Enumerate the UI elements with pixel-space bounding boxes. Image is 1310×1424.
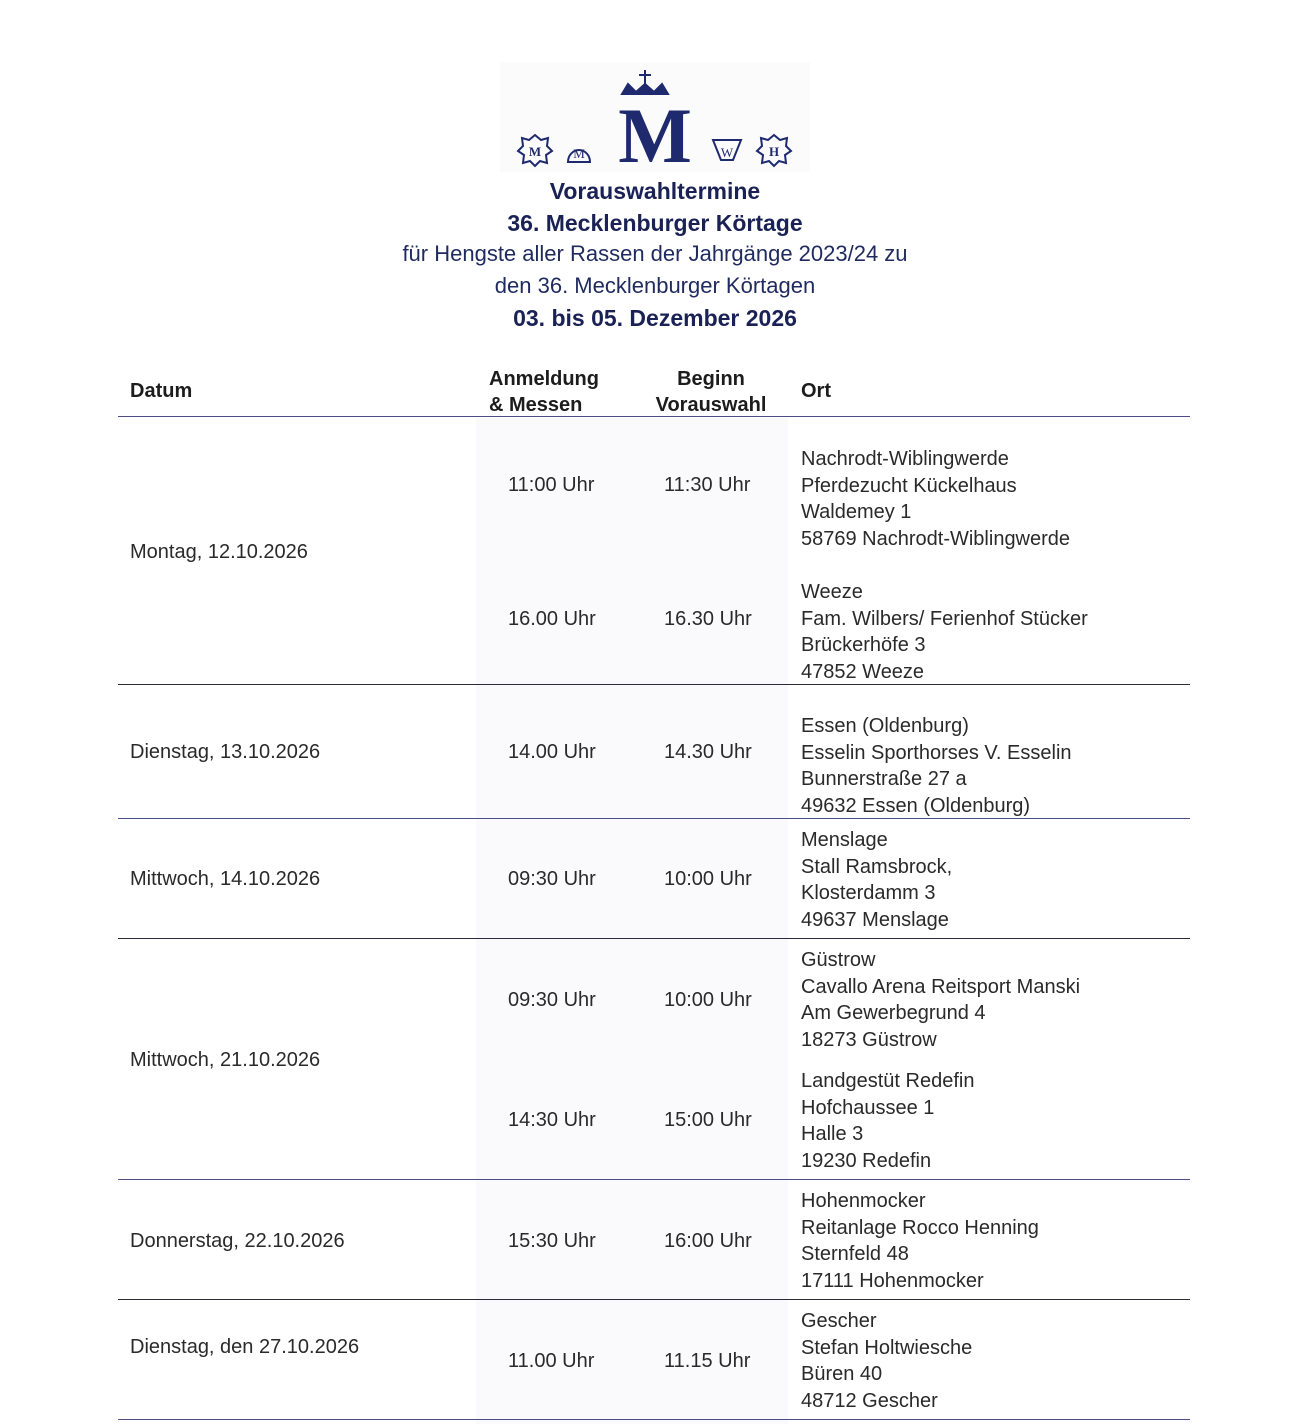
logo <box>500 62 810 172</box>
anmeldung-time: 14.00 Uhr <box>508 741 596 763</box>
venue-line: Brückerhöfe 3 <box>801 634 926 656</box>
venue-name: Nachrodt-Wiblingwerde <box>801 448 1009 470</box>
venue-line: Bunnerstraße 27 a <box>801 768 967 790</box>
row-divider <box>118 938 1190 939</box>
anmeldung-time: 14:30 Uhr <box>508 1109 596 1131</box>
column-header-beginn-line2: Vorauswahl <box>655 394 767 416</box>
header-divider <box>118 416 1190 417</box>
venue-block <box>801 579 1088 685</box>
row-date: Montag, 12.10.2026 <box>130 541 308 563</box>
venue-line: Waldemey 1 <box>801 501 912 523</box>
event-dates: 03. bis 05. Dezember 2026 <box>513 305 797 331</box>
venue-name: Gescher <box>801 1310 877 1332</box>
venue-block <box>801 713 1072 819</box>
title-koertage: 36. Mecklenburger Körtage <box>507 210 803 236</box>
venue-name: Landgestüt Redefin <box>801 1070 975 1092</box>
anmeldung-time: 11.00 Uhr <box>508 1350 595 1372</box>
venue-line: 19230 Redefin <box>801 1149 932 1172</box>
venue-block <box>801 446 1070 552</box>
venue-line: 49637 Menslage <box>801 908 949 931</box>
venue-name: Güstrow <box>801 949 876 971</box>
column-header-ort: Ort <box>801 380 831 402</box>
row-divider <box>118 684 1190 685</box>
column-header-datum: Datum <box>130 380 193 402</box>
beginn-time: 14.30 Uhr <box>664 741 752 763</box>
row-date: Mittwoch, 21.10.2026 <box>130 1049 321 1071</box>
venue-block <box>801 827 952 933</box>
beginn-time: 16.30 Uhr <box>664 608 752 630</box>
svg-text:W: W <box>720 145 734 160</box>
venue-block <box>801 1188 1039 1294</box>
row-divider <box>118 1179 1190 1180</box>
beginn-time: 11:30 Uhr <box>664 474 751 496</box>
venue-line: Halle 3 <box>801 1123 864 1145</box>
venue-line: 17111 Hohenmocker <box>801 1269 984 1292</box>
column-header-anmeldung <box>489 366 599 418</box>
subtitle-line2: den 36. Mecklenburger Körtagen <box>494 273 816 298</box>
venue-line: 48712 Gescher <box>801 1389 938 1412</box>
venue-name: Essen (Oldenburg) <box>801 715 969 737</box>
row-date: Mittwoch, 14.10.2026 <box>130 868 321 890</box>
venue-block <box>801 1308 972 1414</box>
venue-block <box>801 1068 974 1174</box>
venue-name: Hohenmocker <box>801 1190 926 1212</box>
venue-line: Reitanlage Rocco Henning <box>801 1216 1039 1239</box>
svg-text:M: M <box>573 146 585 161</box>
svg-text:H: H <box>768 144 780 159</box>
column-shade-beginn <box>636 418 788 1424</box>
venue-line: Esselin Sporthorses V. Esselin <box>801 741 1072 764</box>
mecklenburg-logo-icon <box>500 62 810 172</box>
venue-line: Fam. Wilbers/ Ferienhof Stücker <box>801 607 1088 630</box>
svg-text:M: M <box>528 144 542 159</box>
column-header-anmeldung-line1: Anmeldung <box>489 368 599 390</box>
beginn-time: 16:00 Uhr <box>664 1230 752 1252</box>
column-shade-anmeldung <box>476 418 636 1424</box>
venue-name: Menslage <box>801 829 888 851</box>
anmeldung-time: 11:00 Uhr <box>508 474 595 496</box>
venue-line: Pferdezucht Kückelhaus <box>801 474 1017 497</box>
venue-line: Büren 40 <box>801 1363 883 1385</box>
row-divider <box>118 1299 1190 1300</box>
beginn-time: 10:00 Uhr <box>664 868 752 890</box>
anmeldung-time: 09:30 Uhr <box>508 868 596 890</box>
venue-line: 58769 Nachrodt-Wiblingwerde <box>801 527 1071 550</box>
venue-line: 18273 Güstrow <box>801 1028 937 1051</box>
title-vorauswahltermine: Vorauswahltermine <box>549 178 761 204</box>
venue-line: Hofchaussee 1 <box>801 1096 935 1119</box>
row-date: Dienstag, den 27.10.2026 <box>130 1336 360 1358</box>
anmeldung-time: 15:30 Uhr <box>508 1230 596 1252</box>
venue-line: Am Gewerbegrund 4 <box>801 1002 986 1024</box>
venue-line: Stall Ramsbrock, <box>801 855 953 878</box>
row-divider <box>118 818 1190 819</box>
beginn-time: 10:00 Uhr <box>664 989 752 1011</box>
venue-name: Weeze <box>801 581 863 603</box>
row-date: Dienstag, 13.10.2026 <box>130 741 321 763</box>
beginn-time: 15:00 Uhr <box>664 1109 752 1131</box>
column-header-anmeldung-line2: & Messen <box>489 394 583 416</box>
venue-line: Cavallo Arena Reitsport Manski <box>801 975 1081 998</box>
row-date: Donnerstag, 22.10.2026 <box>130 1230 345 1252</box>
venue-line: 47852 Weeze <box>801 660 925 683</box>
venue-line: Klosterdamm 3 <box>801 882 936 904</box>
venue-line: 49632 Essen (Oldenburg) <box>801 794 1031 817</box>
column-header-beginn <box>636 366 786 418</box>
subtitle-line1: für Hengste aller Rassen der Jahrgänge 2023/24 zu <box>402 241 908 266</box>
row-divider <box>118 1419 1190 1420</box>
venue-line: Sternfeld 48 <box>801 1243 909 1265</box>
beginn-time: 11.15 Uhr <box>664 1350 751 1372</box>
venue-block <box>801 947 1080 1053</box>
anmeldung-time: 09:30 Uhr <box>508 989 596 1011</box>
svg-text:M: M <box>618 92 692 172</box>
column-header-beginn-line1: Beginn <box>677 368 745 390</box>
venue-line: Stefan Holtwiesche <box>801 1336 973 1359</box>
anmeldung-time: 16.00 Uhr <box>508 608 596 630</box>
